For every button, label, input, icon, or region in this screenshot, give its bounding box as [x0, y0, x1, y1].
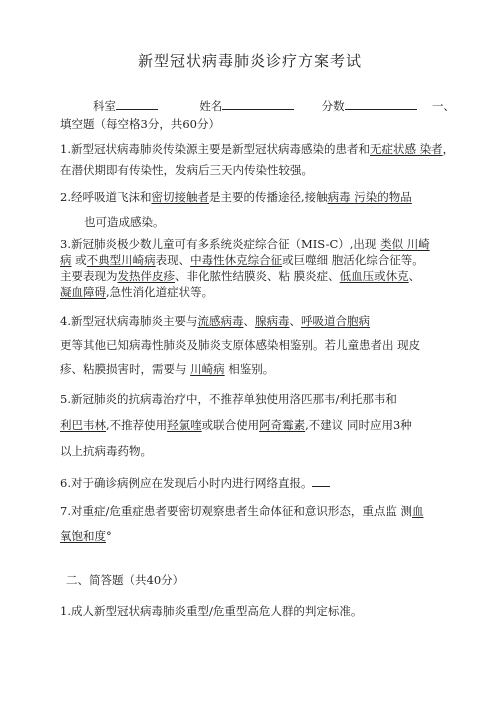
question-4-line-1 [60, 313, 370, 329]
question-5-line-3: 以上抗病毒药物。 [60, 444, 152, 458]
question-5-line-1: 5.新冠肺炎的抗病毒治疗中，不推荐单独使用洛匹那韦/利托那韦和 [60, 392, 397, 406]
q2-answer-2: 病毒 污染的物品 [327, 190, 412, 204]
q3-answer-1b: 病 [60, 253, 72, 267]
q4-text-c: 、 [289, 314, 301, 328]
question-6 [60, 474, 330, 491]
section2-title: 二、简答题（共40分） [66, 573, 185, 587]
q5-text-c: 或联合使用 [201, 418, 260, 432]
q3-text-b: 或 [71, 253, 87, 267]
q7-text-b: ° [106, 529, 112, 543]
question-3-line-2 [60, 252, 424, 268]
section1-title: 填空题（每空格3分，共60分） [60, 117, 220, 131]
score-label: 分数 [321, 99, 345, 113]
q6-text-a: 6.对于确诊病例应在发现后小时内进行网络直报。 [60, 476, 313, 490]
room-field[interactable] [116, 97, 158, 110]
q3-answer-6: 凝血障碍 [60, 285, 106, 299]
question-1-line-2: 在潜伏期即有传染性，发病后三天内传染性较强。 [60, 163, 313, 177]
q3-text-d: 或巨噬细 胞活化综合征等。 [282, 253, 424, 267]
q4-answer-4: 川崎病 [190, 362, 225, 376]
q4-answer-1: 流感病毒 [197, 314, 244, 328]
q6-answer-blank[interactable] [312, 474, 330, 487]
q4-text-a: 4.新型冠状病毒肺炎主要与 [60, 314, 198, 328]
q2-text-b: 是主要的传播途径,接触 [208, 190, 328, 204]
q2-answer-1: 密切接触者 [151, 190, 209, 204]
question-7-line-1 [60, 503, 424, 519]
q4-text-b: 、 [243, 314, 255, 328]
q2-text-a: 2.经呼吸道飞沫和 [60, 190, 152, 204]
info-line [93, 97, 455, 114]
q7-answer-1b: 氧饱和度 [60, 529, 106, 543]
q1-text-a: 1.新型冠状病毒肺炎传染源主要是新型冠状病毒感染的患者和 [60, 142, 370, 156]
q4-answer-3: 呼吸道合胞病 [300, 314, 370, 328]
question-2-line-1 [60, 189, 412, 205]
section2-question-1: 1.成人新型冠状病毒肺炎重型/危重型高危人群的判定标准。 [60, 604, 363, 618]
q5-text-b: ,不推荐使用 [106, 418, 168, 432]
section1-number: 一、 [431, 99, 455, 113]
question-4-line-2: 更等其他已知病毒性肺炎及肺炎支原体感染相鉴别。若儿童患者出 现皮 [60, 338, 421, 352]
q4-answer-2: 腺病毒 [254, 314, 290, 328]
question-5-line-2 [60, 417, 412, 433]
name-field[interactable] [222, 97, 294, 110]
q7-text-a: 7.对重症/危重症患者要密切观察患者生命体征和意识形态，重点监 测 [60, 504, 412, 518]
score-field[interactable] [345, 97, 417, 110]
q5-answer-1: 利巴韦林 [60, 418, 106, 432]
question-3-line-4 [60, 284, 213, 300]
q1-text-b: ， [442, 142, 455, 156]
q5-text-d: ,不建议 同时应用3种 [305, 418, 412, 432]
q3-answer-4: 发热伴皮疹 [117, 269, 175, 283]
q4-text-f: 相鉴别。 [224, 362, 275, 376]
question-3-line-1 [60, 236, 430, 252]
q7-answer-1: 血 [412, 504, 424, 518]
question-2-line-2: 也可造成感染。 [84, 215, 165, 229]
name-label: 姓名 [199, 99, 223, 113]
q3-answer-1: 类似 川崎 [380, 237, 430, 251]
question-7-line-2 [60, 528, 112, 544]
q3-text-e: 主要表现为 [60, 269, 118, 283]
q3-answer-2: 不典型川崎病 [86, 253, 156, 267]
q3-answer-5: 低血压或休克 [339, 269, 409, 283]
q5-answer-3: 阿奇霉素 [259, 418, 306, 432]
q5-answer-2: 羟氯喹 [167, 418, 202, 432]
q4-text-e: 疹、粘膜损害时，需要与 [60, 362, 191, 376]
q1-answer-1: 无症状感 染者 [369, 142, 443, 156]
question-4-line-3 [60, 361, 274, 377]
question-3-line-3 [60, 268, 420, 284]
q3-text-c: 表现、 [155, 253, 191, 267]
page-title: 新型冠状病毒肺炎诊疗方案考试 [137, 52, 362, 70]
room-label: 科室 [93, 99, 116, 113]
q3-text-f: 、非化脓性结膜炎、粘 膜炎症、 [175, 269, 340, 283]
q3-text-h: ,急性消化道症状等。 [106, 285, 214, 299]
q3-text-a: 3.新冠肺炎极少数儿童可有多系统炎症综合征（MIS-C）,出现 [60, 237, 381, 251]
q3-text-g: 、 [408, 269, 421, 283]
question-1-line-1 [60, 141, 454, 157]
q3-answer-3: 中毒性休克综合征 [190, 253, 283, 267]
